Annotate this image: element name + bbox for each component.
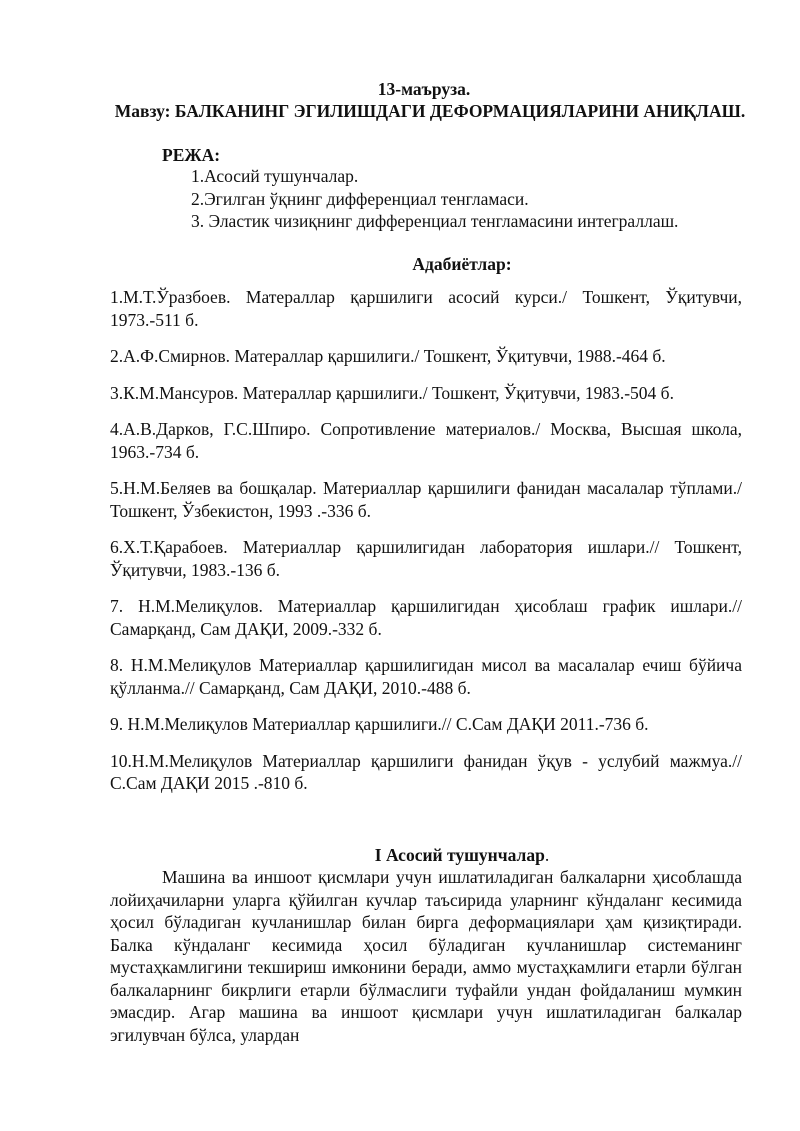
literature-item: 1.М.Т.Ўразбоев. Матераллар қаршилиги асосий курси./ Тошкент, Ўқитувчи, 1973.-511 б. bbox=[110, 287, 742, 330]
literature-item: 3.К.М.Мансуров. Матераллар қаршилиги./ Тошкент, Ўқитувчи, 1983.-504 б. bbox=[110, 382, 674, 403]
literature-list bbox=[110, 286, 742, 809]
literature-heading: Адабиётлар: bbox=[412, 254, 512, 274]
section-heading-text: I Асосий тушунчалар bbox=[374, 845, 545, 865]
section-heading-period: . bbox=[544, 845, 550, 865]
literature-item: 7. Н.М.Мелиқулов. Материаллар қаршилигидан ҳисоблаш график ишлари.// Самарқанд, Сам ДАҚИ, 2009.-332 б. bbox=[110, 596, 742, 639]
literature-item: 2.А.Ф.Смирнов. Матераллар қаршилиги./ Тошкент, Ўқитувчи, 1988.-464 б. bbox=[110, 346, 666, 366]
plan-heading: РЕЖА: bbox=[162, 145, 221, 165]
section-paragraph: Машина ва иншоот қисмлари учун ишлатиладиган балкаларни ҳисоблашда лойиҳачиларни уларга қўйилган кучлар таъсирида уларнинг кўндаланг кесимида ҳосил бўладиган кучланишлар билан бирга деформациялари ҳам қизиқтиради. Балка кўндаланг кесимида ҳосил бўладиган кучланишлар системанинг мустаҳкамлигини текшириш имконини беради, аммо мустаҳкамлиги етарли бўлган балкаларнинг бикрлиги етарли бўлмаслиги туфайли ундан фойдаланиш мумкин эмасдир. Агар машина ва иншоот қисмлари учун ишлатиладиган балкалар эгилувчан бўлса, улардан bbox=[110, 867, 742, 1045]
literature-item: 4.А.В.Дарков, Г.С.Шпиро. Сопротивление материалов./ Москва, Высшая школа, 1963.-734 б. bbox=[110, 419, 742, 462]
literature-item: 5.Н.М.Беляев ва бошқалар. Материаллар қаршилиги фанидан масалалар тўплами./ Тошкент, Ўзбекистон, 1993 .-336 б. bbox=[110, 478, 742, 521]
plan-list bbox=[191, 165, 678, 233]
literature-item: 10.Н.М.Мелиқулов Материаллар қаршилиги фанидан ўқув - услубий мажмуа.// С.Сам ДАҚИ 2015 .-810 б. bbox=[110, 750, 742, 793]
literature-item: 8. Н.М.Мелиқулов Материаллар қаршилигидан мисол ва масалалар ечиш бўйича қўлланма.// Самарқанд, Сам ДАҚИ, 2010.-488 б. bbox=[110, 655, 742, 698]
plan-item: 3. Эластик чизиқнинг дифференциал тенгламасини интеграллаш. bbox=[191, 211, 679, 231]
literature-item: 9. Н.М.Мелиқулов Материаллар қаршилиги.// С.Сам ДАҚИ 2011.-736 б. bbox=[110, 714, 649, 734]
lecture-topic: Мавзу: БАЛКАНИНГ ЭГИЛИШДАГИ ДЕФОРМАЦИЯЛАРИНИ АНИҚЛАШ. bbox=[114, 101, 746, 121]
plan-item: 2.Эгилган ўқнинг дифференциал тенгламаси. bbox=[191, 188, 529, 209]
lecture-number: 13-маъруза. bbox=[377, 79, 471, 99]
section-heading bbox=[0, 844, 800, 866]
plan-item: 1.Асосий тушунчалар. bbox=[191, 166, 359, 186]
literature-item: 6.Х.Т.Қарабоев. Материаллар қаршилигидан лаборатория ишлари.// Тошкент, Ўқитувчи, 1983.-136 б. bbox=[110, 537, 742, 580]
